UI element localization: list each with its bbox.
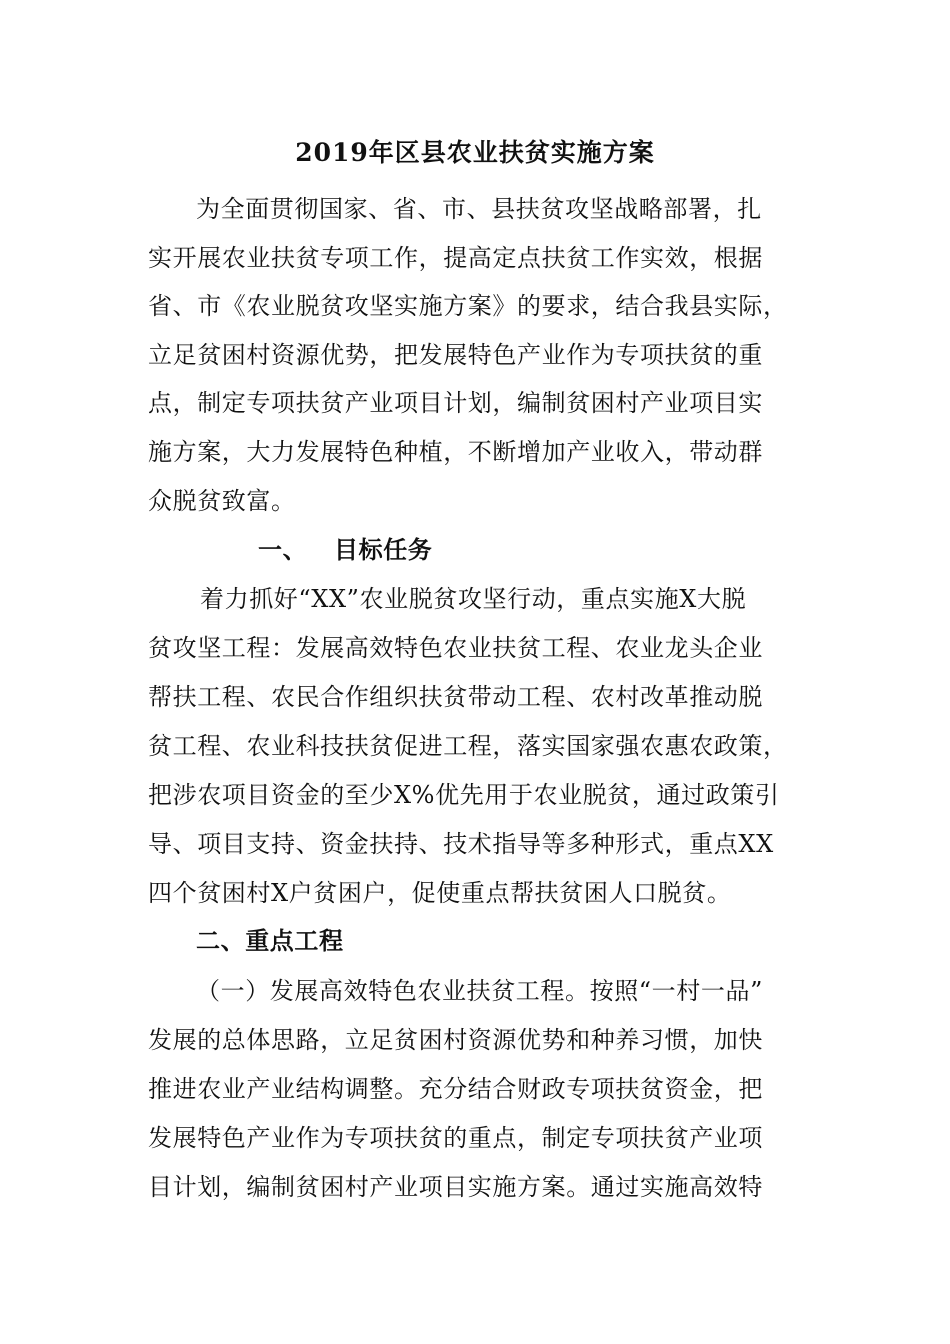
section1-line-7: 四个贫困村X户贫困户，促使重点帮扶贫困人口脱贫。	[148, 879, 732, 907]
intro-line-2: 实开展农业扶贫专项工作，提高定点扶贫工作实效，根据	[148, 244, 763, 272]
section1-line-6: 导、项目支持、资金扶持、技术指导等多种形式，重点XX	[148, 830, 774, 858]
section1-heading: 目标任务	[334, 535, 433, 564]
section1-line-1: 着力抓好“XX”农业脱贫攻坚行动，重点实施X大脱	[200, 585, 747, 613]
intro-line-3: 省、市《农业脱贫攻坚实施方案》的要求，结合我县实际，	[148, 292, 788, 320]
intro-line-4: 立足贫困村资源优势，把发展特色产业作为专项扶贫的重	[148, 341, 763, 369]
section2-heading: 二、重点工程	[196, 926, 344, 955]
section1-line-3: 帮扶工程、农民合作组织扶贫带动工程、农村改革推动脱	[148, 683, 763, 711]
section2-line-2: 发展的总体思路，立足贫困村资源优势和种养习惯，加快	[148, 1026, 763, 1054]
section2-line-3: 推进农业产业结构调整。充分结合财政专项扶贫资金，把	[148, 1075, 763, 1103]
intro-line-5: 点，制定专项扶贫产业项目计划，编制贫困村产业项目实	[148, 389, 763, 417]
section1-line-4: 贫工程、农业科技扶贫促进工程，落实国家强农惠农政策，	[148, 732, 788, 760]
section1-line-5: 把涉农项目资金的至少X%优先用于农业脱贫，通过政策引	[148, 781, 780, 809]
document-title: 2019年区县农业扶贫实施方案	[295, 138, 655, 167]
section1-number: 一、	[258, 535, 308, 564]
intro-line-1: 为全面贯彻国家、省、市、县扶贫攻坚战略部署，扎	[196, 195, 762, 223]
section1-line-2: 贫攻坚工程：发展高效特色农业扶贫工程、农业龙头企业	[148, 634, 763, 662]
section2-line-5: 目计划，编制贫困村产业项目实施方案。通过实施高效特	[148, 1173, 763, 1201]
intro-line-7: 众脱贫致富。	[148, 487, 296, 515]
intro-line-6: 施方案，大力发展特色种植，不断增加产业收入，带动群	[148, 438, 763, 466]
section2-line-4: 发展特色产业作为专项扶贫的重点，制定专项扶贫产业项	[148, 1124, 763, 1152]
section2-line-1: （一）发展高效特色农业扶贫工程。按照“一村一品”	[196, 977, 763, 1005]
